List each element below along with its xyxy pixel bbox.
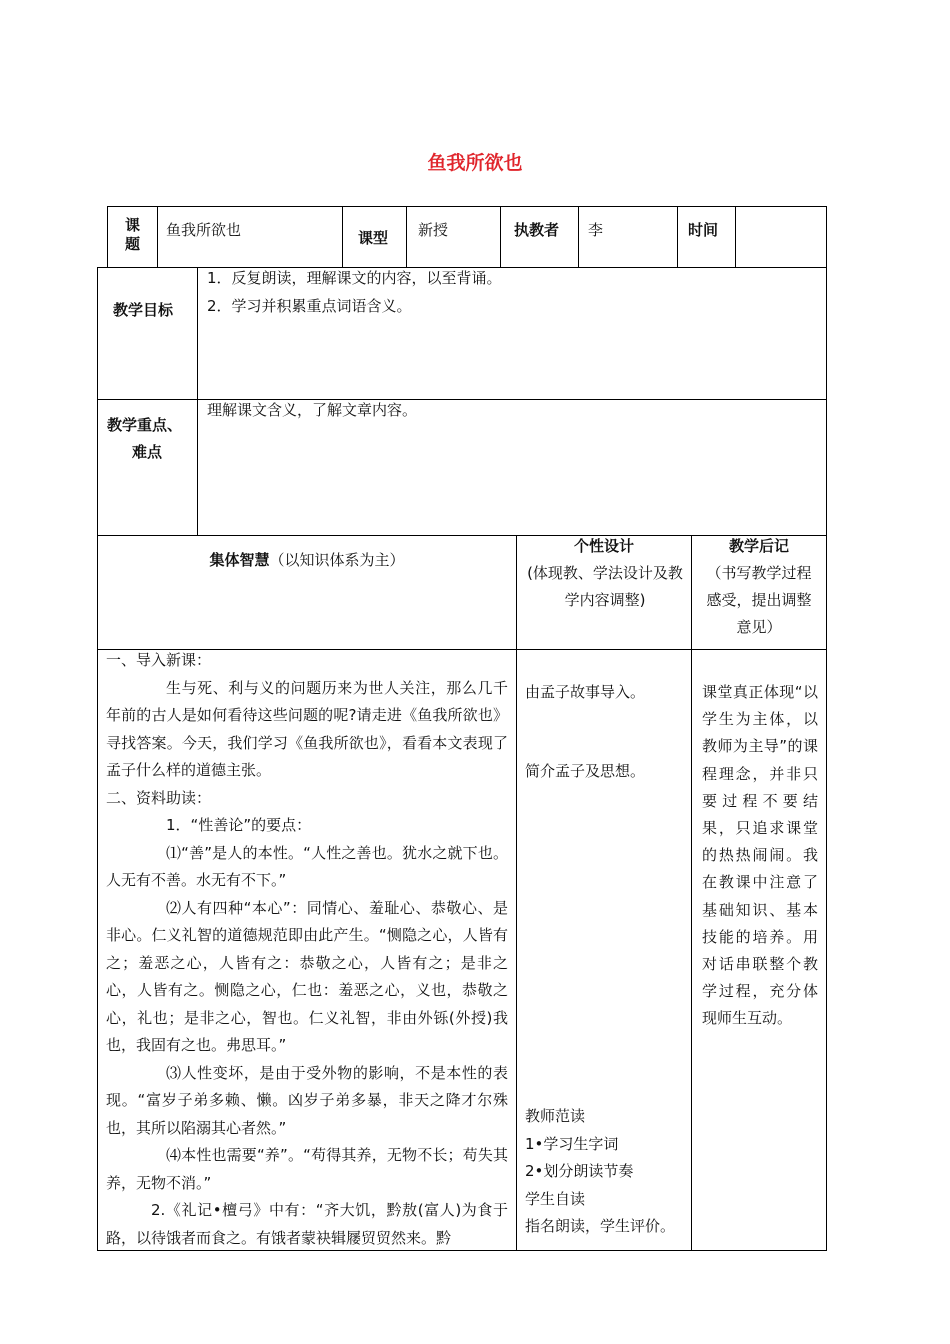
- collective-header: [98, 546, 516, 574]
- table-border: [826, 267, 827, 1251]
- paragraph: ⑶人性变坏，是由于受外物的影响，不是本性的表现。“富岁子弟多赖、懒。凶岁子弟多暴，非天之降才尔殊也，其所以陷溺其心者然。”: [106, 1063, 508, 1137]
- reflection-note: （书写教学过程感受，提出调整意见）: [706, 564, 812, 636]
- table-border: [197, 267, 198, 536]
- personal-note-6: 学生自读: [525, 1190, 586, 1208]
- table-border: [516, 535, 517, 1251]
- objectives-label: 教学目标: [113, 301, 174, 319]
- personal-note-5: 2•划分朗读节奏: [525, 1162, 634, 1180]
- teacher-label: 执教者: [514, 221, 560, 239]
- reflection-text: 课堂真正体现“以学生为主体，以教师为主导”的课程理念，并非只要过程不要结果，只追求课堂的热热闹闹。我在教课中注意了基础知识、基本技能的培养。用对话串联整个教学过程，充分体现师生互动。: [702, 683, 818, 1028]
- table-border: [500, 206, 501, 268]
- lesson-label-text: 课题: [124, 216, 140, 253]
- paragraph: 生与死、利与义的问题历来为世人关注，那么几千年前的古人是如何看待这些问题的呢?请走进《鱼我所欲也》寻找答案。今天，我们学习《鱼我所欲也》，看看本文表现了孟子什么样的道德主张。: [106, 678, 508, 779]
- time-label: 时间: [688, 221, 719, 239]
- keypoints-label-line2: 难点: [132, 443, 163, 461]
- paragraph: ⑷本性也需要“养”。“苟得其养，无物不长；苟失其养，无物不消。”: [106, 1146, 508, 1192]
- table-border: [97, 267, 98, 1251]
- personal-note-2: 简介孟子及思想。: [525, 762, 646, 780]
- table-border: [157, 206, 158, 268]
- table-border: [406, 206, 407, 268]
- table-border: [691, 535, 692, 1251]
- main-content: [106, 647, 508, 1252]
- keypoints-text: 理解课文含义，了解文章内容。: [207, 401, 418, 419]
- table-border: [677, 206, 678, 268]
- objective-item: 2．学习并积累重点词语含义。: [207, 297, 412, 315]
- collective-note: （以知识体系为主）: [269, 551, 405, 569]
- table-border: [826, 206, 827, 268]
- teacher-value: 李: [588, 221, 604, 239]
- personal-note-1: 由孟子故事导入。: [525, 683, 646, 701]
- paragraph: 1．“性善论”的要点：: [166, 816, 312, 834]
- personal-note-3: 教师范读: [525, 1107, 586, 1125]
- personal-note-4: 1•学习生字词: [525, 1135, 619, 1153]
- table-border: [578, 206, 579, 268]
- objective-item: 1．反复朗读，理解课文的内容，以至背诵。: [207, 269, 502, 287]
- section-heading: 一、导入新课：: [106, 651, 212, 669]
- table-border: [107, 206, 827, 207]
- personal-note-7: 指名朗读，学生评价。: [525, 1217, 676, 1235]
- section-heading: 二、资料助读：: [106, 788, 212, 807]
- reflection-title: 教学后记: [728, 537, 789, 555]
- paragraph: ⑴“善”是人的本性。“人性之善也。犹水之就下也。人无有不善。水无有不下。”: [106, 843, 508, 889]
- collective-title: 集体智慧: [209, 551, 270, 569]
- personal-title: 个性设计: [573, 537, 634, 555]
- type-label: 课型: [358, 229, 389, 247]
- table-border: [735, 206, 736, 268]
- lesson-label: [108, 216, 157, 254]
- paragraph: ⑵人有四种“本心”：同情心、羞耻心、恭敬心、是非心。仁义礼智的道德规范即由此产生。“恻隐之心，人皆有之；羞恶之心，人皆有之：恭敬之心，人皆有之；是非之心，人皆有之。恻隐之心，仁也：羞恶之心，义也，恭敬之心，礼也；是非之心，智也。仁义礼智，非由外铄(外授)我也，我固有之也。弗思耳。”: [106, 898, 508, 1054]
- paragraph: 2.《礼记•檀弓》中有：“齐大饥，黔敖(富人)为食于路，以待饿者而食之。有饿者蒙袂辑屦贸贸然来。黔: [106, 1201, 508, 1247]
- type-value: 新授: [418, 221, 449, 239]
- lesson-value: 鱼我所欲也: [166, 221, 242, 239]
- personal-note: (体现教、学法设计及教学内容调整): [527, 564, 683, 609]
- table-border: [342, 206, 343, 268]
- page-title: 鱼我所欲也: [427, 152, 523, 174]
- keypoints-label-line1: 教学重点、: [107, 416, 183, 434]
